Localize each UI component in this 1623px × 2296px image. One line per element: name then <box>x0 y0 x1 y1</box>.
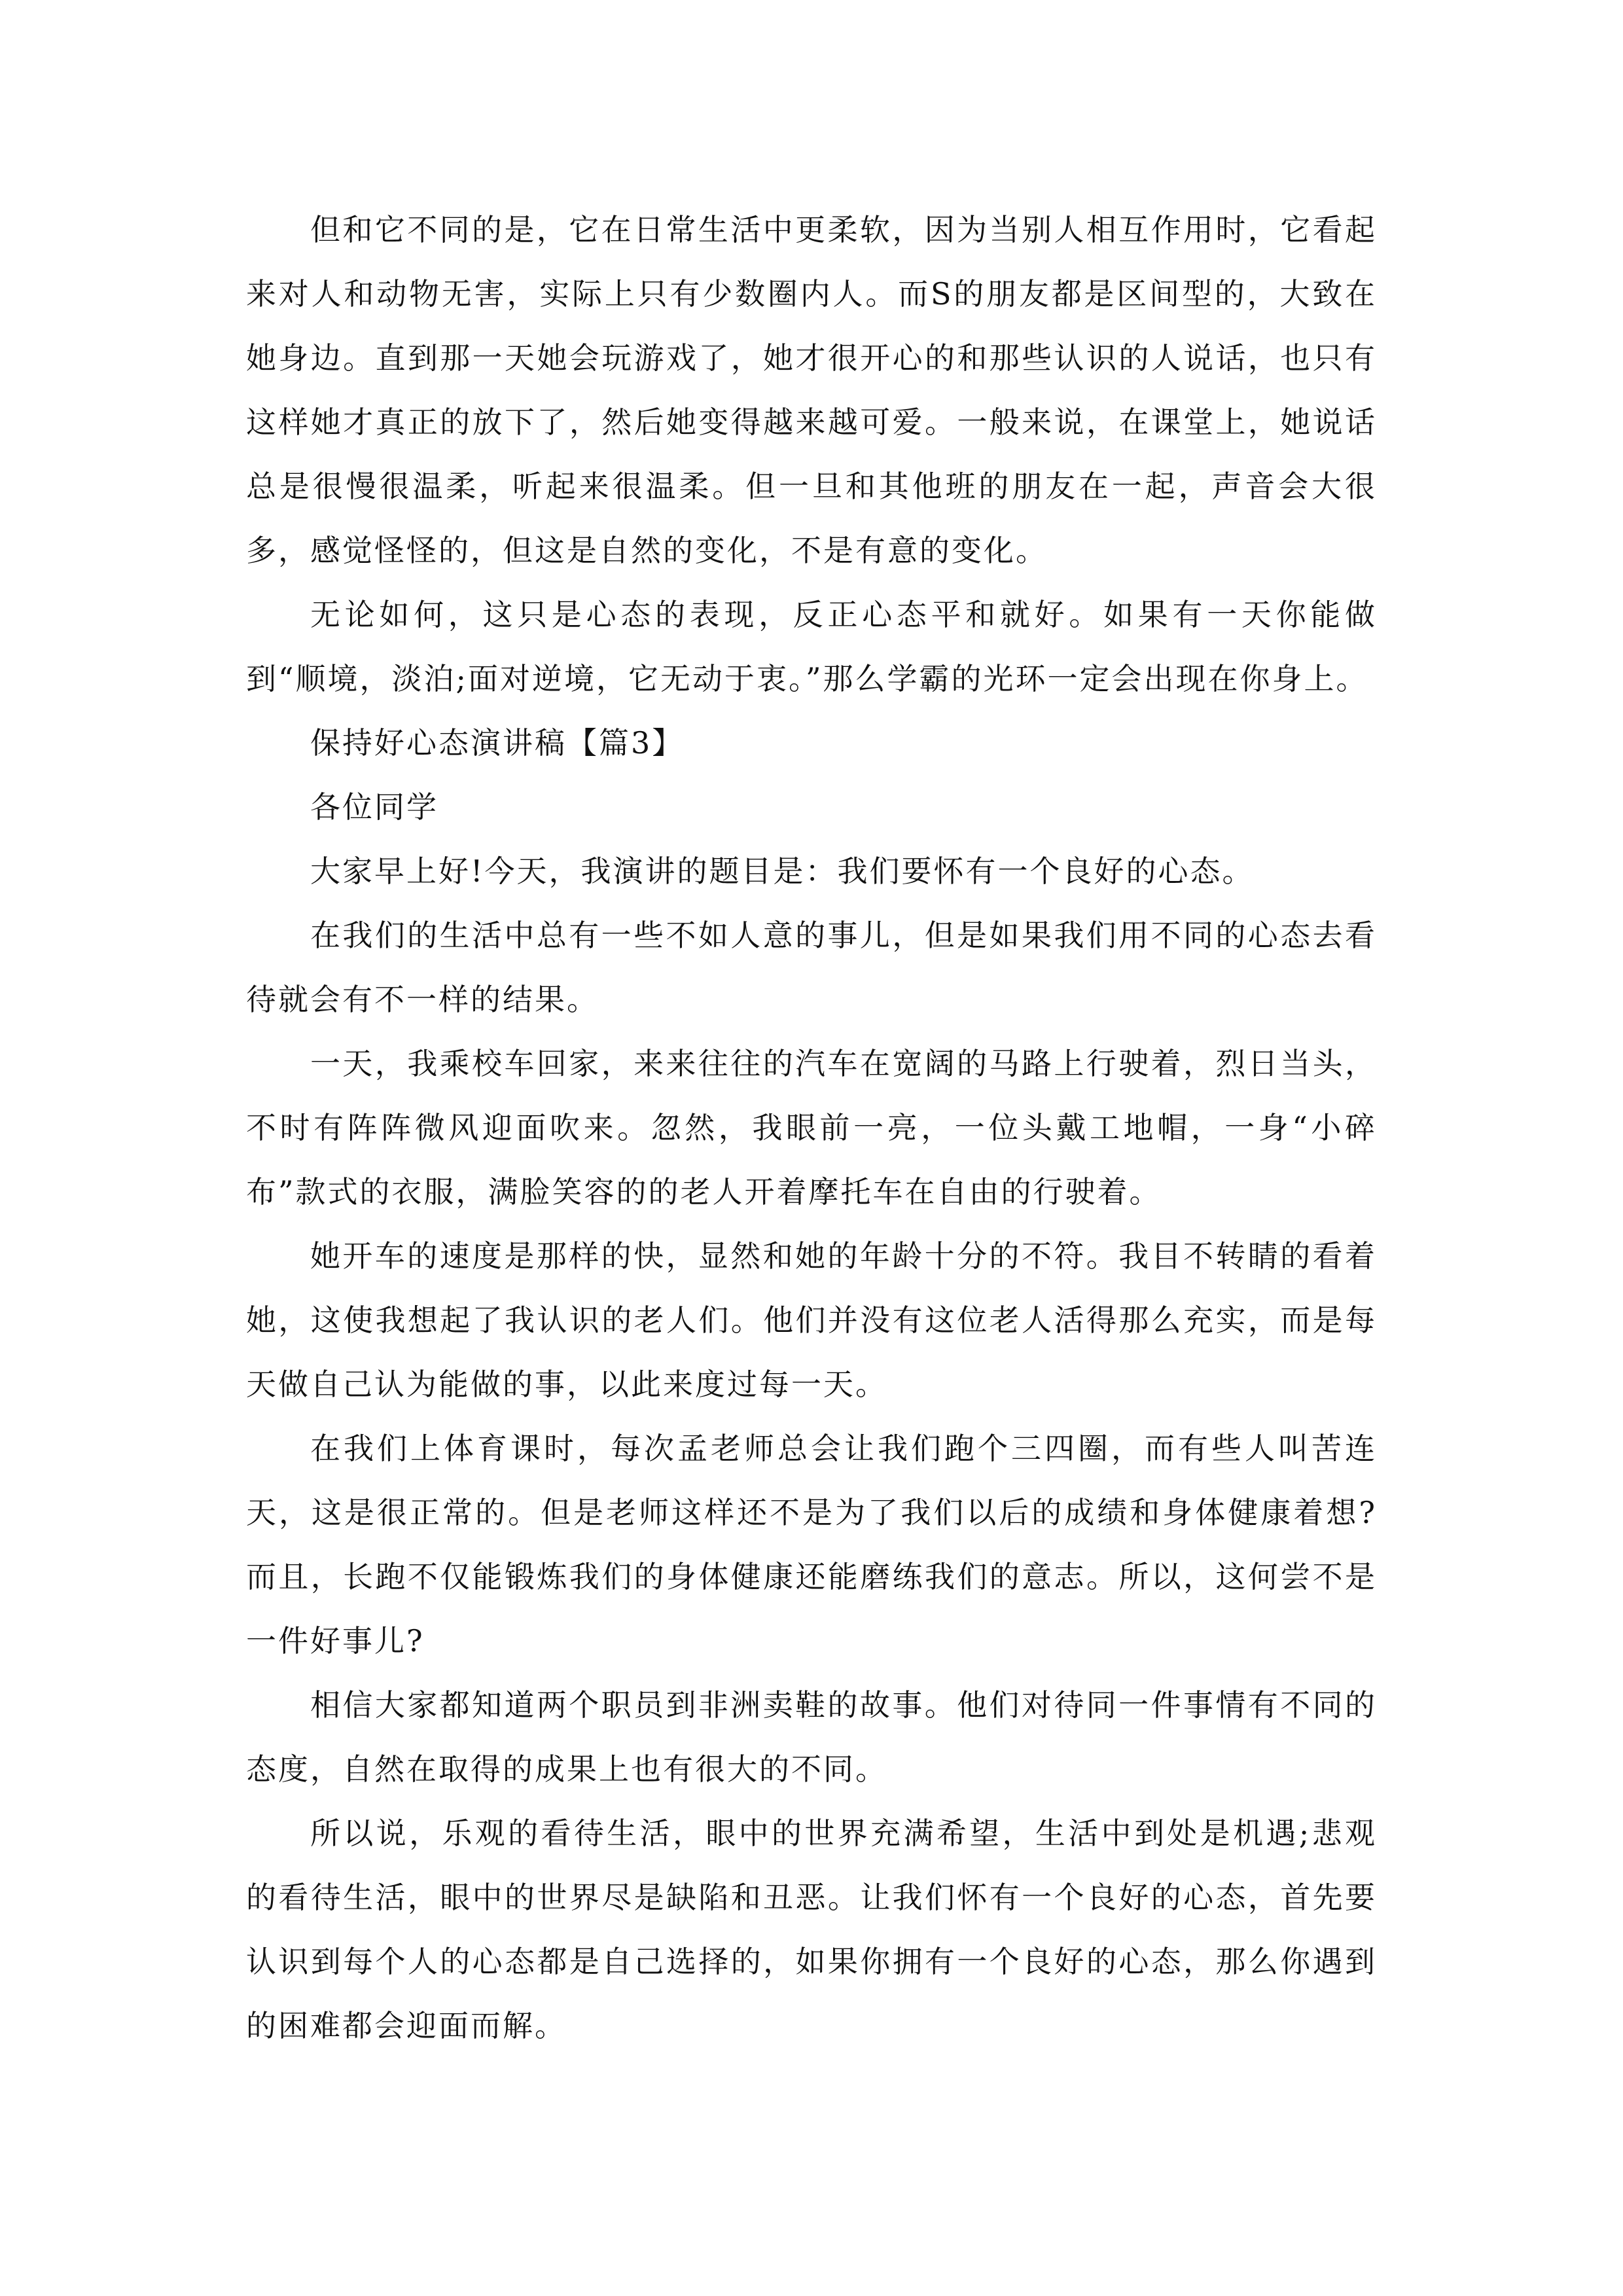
paragraph: 无论如何，这只是心态的表现，反正心态平和就好。如果有一天你能做到“顺境，淡泊;面对逆境，它无动于衷。”那么学霸的光环一定会出现在你身上。 <box>246 597 1377 696</box>
paragraph: 在我们上体育课时，每次孟老师总会让我们跑个三四圈，而有些人叫苦连天，这是很正常的。但是老师这样还不是为了我们以后的成绩和身体健康着想?而且，长跑不仅能锻炼我们的身体健康还能磨练我们的意志。所以，这何尝不是一件好事儿? <box>246 1431 1377 1659</box>
paragraph: 一天，我乘校车回家，来来往往的汽车在宽阔的马路上行驶着，烈日当头，不时有阵阵微风迎面吹来。忽然，我眼前一亮，一位头戴工地帽，一身“小碎布”款式的衣服，满脸笑容的的老人开着摩托车在自由的行驶着。 <box>246 1046 1377 1210</box>
paragraph: 相信大家都知道两个职员到非洲卖鞋的故事。他们对待同一件事情有不同的态度，自然在取得的成果上也有很大的不同。 <box>246 1687 1377 1787</box>
salutation: 各位同学 <box>310 789 438 825</box>
document-body <box>246 198 1377 2058</box>
paragraph: 但和它不同的是，它在日常生活中更柔软，因为当别人相互作用时，它看起来对人和动物无害，实际上只有少数圈内人。而S的朋友都是区间型的，大致在她身边。直到那一天她会玩游戏了，她才很开心的和那些认识的人说话，也只有这样她才真正的放下了，然后她变得越来越可爱。一般来说，在课堂上，她说话总是很慢很温柔，听起来很温柔。但一旦和其他班的朋友在一起，声音会大很多，感觉怪怪的，但这是自然的变化，不是有意的变化。 <box>246 212 1377 568</box>
paragraph: 在我们的生活中总有一些不如人意的事儿，但是如果我们用不同的心态去看待就会有不一样的结果。 <box>246 918 1377 1017</box>
paragraph: 她开车的速度是那样的快，显然和她的年龄十分的不符。我目不转睛的看着她，这使我想起了我认识的老人们。他们并没有这位老人活得那么充实，而是每天做自己认为能做的事，以此来度过每一天。 <box>246 1238 1377 1402</box>
paragraph: 大家早上好!今天，我演讲的题目是：我们要怀有一个良好的心态。 <box>310 853 1255 889</box>
section-heading: 保持好心态演讲稿【篇3】 <box>310 725 685 761</box>
paragraph: 所以说，乐观的看待生活，眼中的世界充满希望，生活中到处是机遇;悲观的看待生活，眼中的世界尽是缺陷和丑恶。让我们怀有一个良好的心态，首先要认识到每个人的心态都是自己选择的，如果你拥有一个良好的心态，那么你遇到的困难都会迎面而解。 <box>246 1816 1377 2043</box>
